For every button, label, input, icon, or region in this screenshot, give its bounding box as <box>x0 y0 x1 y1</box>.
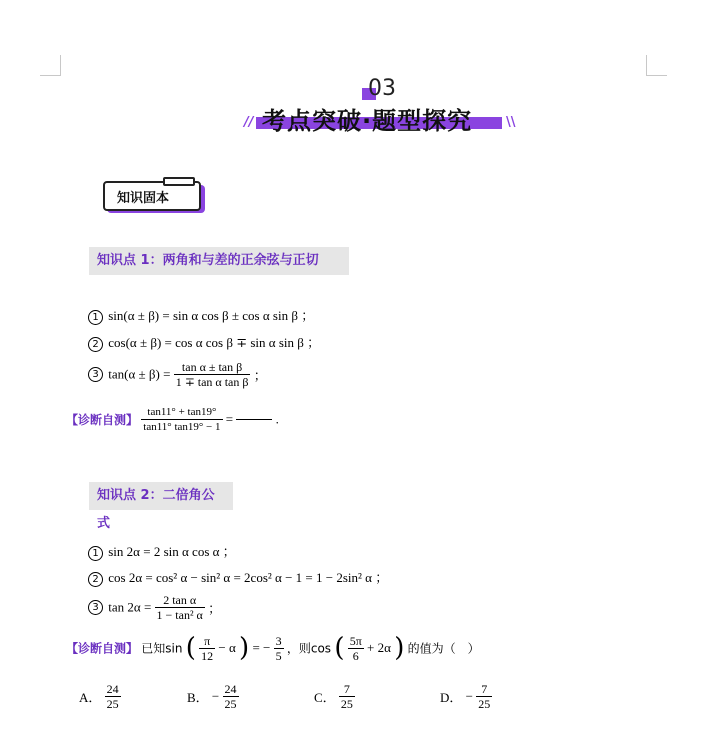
option-a-fraction <box>105 682 121 711</box>
option-b-denominator: 25 <box>224 697 237 711</box>
kp2-formula-3-end: ； <box>208 601 222 616</box>
kp2-value-denominator: 5 <box>275 648 282 663</box>
kp2-paren-close-2: ) <box>394 633 405 663</box>
option-d-label: D． <box>440 690 463 705</box>
kp2-formula-3-fraction <box>155 593 205 622</box>
kp2-formula-1-text: sin 2α = 2 sin α cos α ； <box>108 544 236 559</box>
kp1-formula-1-text: sin(α ± β) = sin α cos β ± cos α sin β ； <box>108 308 315 323</box>
option-a-denominator: 25 <box>106 697 119 711</box>
kp1-formula-3-number: 3 <box>88 367 103 382</box>
header-deco-right: \\ <box>506 115 516 130</box>
option-a-label: A． <box>79 690 102 705</box>
kp2-arg2-tail: + 2α <box>367 640 391 655</box>
kp1-self-test-numerator: tan11° + tan19° <box>147 406 217 418</box>
kp2-arg1-fraction <box>199 634 215 663</box>
kp2-formula-2-text: cos 2α = cos² α − sin² α = 2cos² α − 1 = 1 − 2sin² α ； <box>108 570 389 585</box>
kp1-heading: 知识点 1：两角和与差的正余弦与正切 <box>89 247 349 275</box>
kp2-paren-close-1: ) <box>239 633 250 663</box>
option-b-label: B． <box>187 690 209 705</box>
header-title: 考点突破·题型探究 <box>262 107 473 135</box>
kp2-formula-3-numerator: 2 tan α <box>163 593 197 607</box>
kp1-self-test <box>66 405 279 434</box>
crop-mark-right <box>646 55 667 76</box>
option-d-sign: − <box>465 688 473 704</box>
kp2-arg1-numerator: π <box>204 633 211 648</box>
kp2-formula-3-number: 3 <box>88 600 103 615</box>
kp1-formula-3-denominator: 1 ∓ tan α tan β <box>175 375 249 389</box>
kp1-formula-2-text: cos(α ± β) = cos α cos β ∓ sin α sin β ； <box>108 335 321 350</box>
kp2-formula-3-lhs: tan 2α = <box>108 599 152 615</box>
option-b-sign: − <box>211 688 220 704</box>
kp2-formula-3 <box>88 593 221 622</box>
option-c-numerator: 7 <box>343 682 350 696</box>
section-badge <box>103 181 205 213</box>
option-b-fraction <box>223 682 239 711</box>
kp1-self-test-denominator: tan11° tan19° − 1 <box>143 421 221 433</box>
kp2-formula-2-number: 2 <box>88 572 103 587</box>
option-c-fraction <box>339 682 355 711</box>
header-number: 03 <box>368 76 396 101</box>
kp2-self-test <box>66 633 480 663</box>
kp2-formula-1-number: 1 <box>88 546 103 561</box>
kp2-paren-open-1: ( <box>185 633 196 663</box>
kp2-arg2-fraction <box>348 634 364 663</box>
kp1-self-test-equals: = <box>225 411 234 427</box>
kp2-arg2-numerator: 5π <box>349 633 362 648</box>
kp1-formula-3-fraction <box>174 360 251 389</box>
kp2-self-test-label: 【诊断自测】 <box>66 641 139 656</box>
option-d-fraction <box>476 682 492 711</box>
option-a-numerator: 24 <box>106 682 119 696</box>
option-c[interactable] <box>314 682 355 711</box>
kp1-formula-2 <box>88 332 320 352</box>
kp1-self-test-fraction <box>141 405 222 434</box>
kp2-self-test-prefix: 已知sin <box>141 641 183 656</box>
kp2-self-test-mid: ，则cos <box>286 641 332 656</box>
option-d[interactable] <box>440 682 492 711</box>
kp2-formula-3-denominator: 1 − tan² α <box>156 608 203 622</box>
kp1-formula-3-end: ； <box>253 368 267 383</box>
option-c-denominator: 25 <box>340 697 353 711</box>
kp2-paren-open-2: ( <box>334 633 345 663</box>
kp1-formula-3-lhs: tan(α ± β) = <box>108 366 171 382</box>
section-badge-label: 知识固本 <box>117 191 170 206</box>
kp1-self-test-end: . <box>275 411 279 427</box>
option-c-label: C． <box>314 690 336 705</box>
option-d-denominator: 25 <box>478 697 491 711</box>
kp1-formula-2-number: 2 <box>88 337 103 352</box>
header-deco-left: // <box>244 115 254 130</box>
kp2-value-numerator: 3 <box>275 633 282 648</box>
option-d-numerator: 7 <box>481 682 488 696</box>
kp1-formula-1 <box>88 305 314 325</box>
option-b-numerator: 24 <box>224 682 237 696</box>
option-a[interactable] <box>79 682 121 711</box>
crop-mark-left <box>40 55 61 76</box>
kp1-formula-3 <box>88 360 267 389</box>
kp2-formula-2 <box>88 567 388 587</box>
kp2-heading: 知识点 2：二倍角公式 <box>89 482 233 510</box>
kp2-equals: = − <box>252 640 271 655</box>
kp2-arg2-denominator: 6 <box>348 648 364 663</box>
kp2-arg1-tail: − α <box>218 640 236 655</box>
kp1-formula-3-numerator: tan α ± tan β <box>181 360 243 374</box>
kp2-formula-1 <box>88 541 236 561</box>
kp2-value-fraction <box>274 634 284 663</box>
kp2-self-test-suffix: 的值为（ ） <box>407 641 480 656</box>
kp1-formula-1-number: 1 <box>88 310 103 325</box>
section-badge-tab <box>163 177 195 186</box>
kp2-arg1-denominator: 12 <box>201 648 214 663</box>
option-b[interactable] <box>187 682 239 711</box>
kp1-answer-blank[interactable] <box>236 419 272 420</box>
kp1-self-test-label: 【诊断自测】 <box>66 413 139 427</box>
